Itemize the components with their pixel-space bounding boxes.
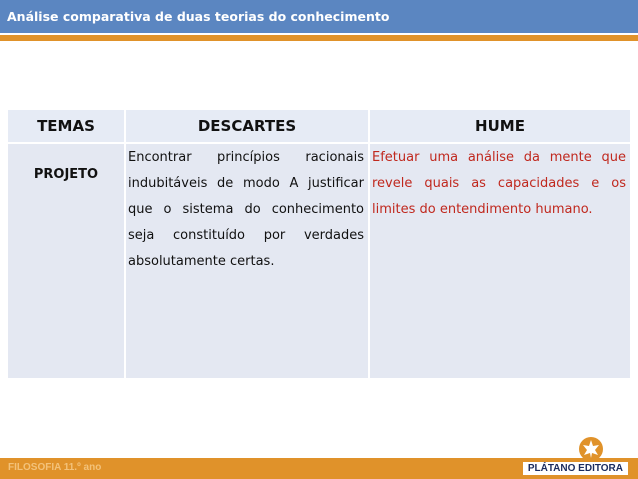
descartes-cell: Encontrar princípios racionais indubitáveis de modo A justificar que o sistema do conhecimento seja constituído por verdades absolutamente certas. [128, 150, 364, 269]
column-divider [124, 110, 126, 378]
column-divider [368, 110, 370, 378]
column-header-descartes: DESCARTES [197, 117, 297, 135]
page-title: Análise comparativa de duas teorias do conhecimento [7, 9, 390, 24]
platano-leaf-logo-icon [578, 436, 604, 462]
column-header-temas: TEMAS [37, 117, 95, 135]
footer-course-label: FILOSOFIA 11.º ano [8, 462, 102, 473]
comparison-table [8, 110, 630, 378]
hume-cell: Efetuar uma análise da mente que revele quais as capacidades e os limites do entendimento humano. [372, 150, 626, 217]
publisher-label: PLÁTANO EDITORA [523, 462, 628, 475]
header-bar [0, 0, 638, 33]
header-divider [0, 35, 638, 41]
row-label-projeto: PROJETO [33, 166, 99, 182]
column-header-hume: HUME [475, 117, 525, 135]
